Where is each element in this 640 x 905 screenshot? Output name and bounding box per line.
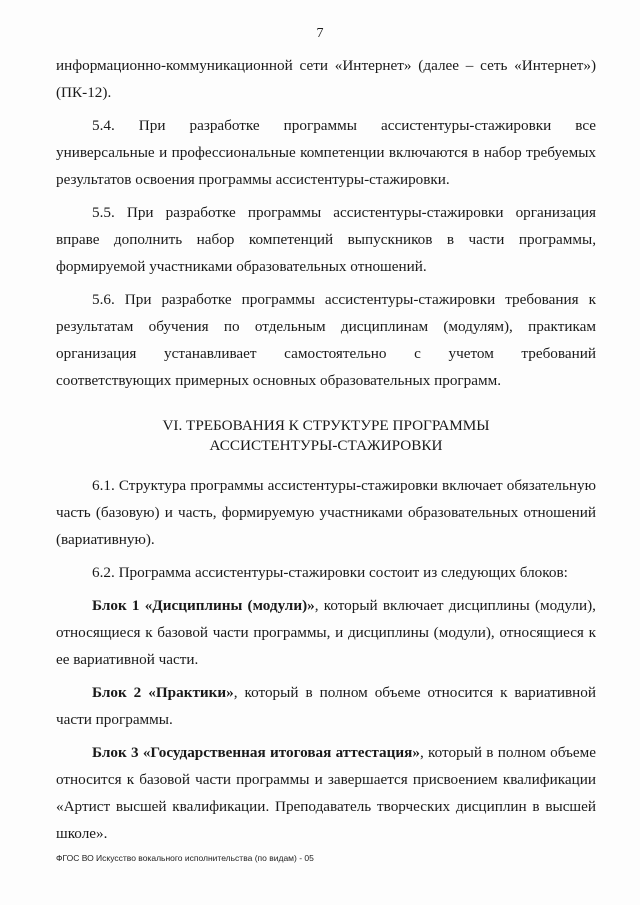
- paragraph-5-6: 5.6. При разработке программы ассистентуры-стажировки требования к результатам обучения по отдельным дисциплинам (модулям), практикам организация устанавливает самостоятельно с учетом требований соответствующих примерных основных образовательных программ.: [56, 291, 596, 389]
- section-heading-line-1: VI. ТРЕБОВАНИЯ К СТРУКТУРЕ ПРОГРАММЫ: [162, 417, 490, 434]
- paragraph-6-1: 6.1. Структура программы ассистентуры-стажировки включает обязательную часть (базовую) и часть, формируемую участниками образовательных отношений (вариативную).: [56, 477, 596, 548]
- block-1-text: , который включает дисциплины (модули), относящиеся к базовой части программы, и дисциплины (модули), относящиеся к ее вариативной части.: [56, 597, 596, 668]
- block-2-title: Блок 2 «Практики»: [92, 684, 234, 701]
- paragraph-5-5: 5.5. При разработке программы ассистентуры-стажировки организация вправе дополнить набор компетенций выпускников в части программы, формируемой участниками образовательных отношений.: [56, 204, 596, 275]
- document-body: [56, 52, 596, 847]
- section-heading: [56, 416, 596, 456]
- paragraph-6-2: 6.2. Программа ассистентуры-стажировки состоит из следующих блоков:: [92, 564, 568, 581]
- section-heading-line-2: АССИСТЕНТУРЫ-СТАЖИРОВКИ: [209, 437, 443, 454]
- page-footer: ФГОС ВО Искусство вокального исполнительства (по видам) - 05: [56, 853, 314, 863]
- block-2-text: , который в полном объеме относится к вариативной части программы.: [56, 684, 596, 728]
- paragraph-block-2: [56, 679, 596, 733]
- paragraph-block-3: [56, 739, 596, 847]
- paragraph-continuation: информационно-коммуникационной сети «Интернет» (далее – сеть «Интернет») (ПК-12).: [56, 57, 596, 101]
- block-3-text: , который в полном объеме относится к базовой части программы и завершается присвоением квалификации «Артист высшей квалификации. Преподаватель творческих дисциплин в высшей школе».: [56, 744, 596, 842]
- page-number: 7: [316, 26, 324, 41]
- paragraph-5-4: 5.4. При разработке программы ассистентуры-стажировки все универсальные и профессиональные компетенции включаются в набор требуемых результатов освоения программы ассистентуры-стажировки.: [56, 117, 596, 188]
- paragraph-block-1: [56, 592, 596, 673]
- block-3-title: Блок 3 «Государственная итоговая аттестация»: [92, 744, 420, 761]
- block-1-title: Блок 1 «Дисциплины (модули)»: [92, 597, 315, 614]
